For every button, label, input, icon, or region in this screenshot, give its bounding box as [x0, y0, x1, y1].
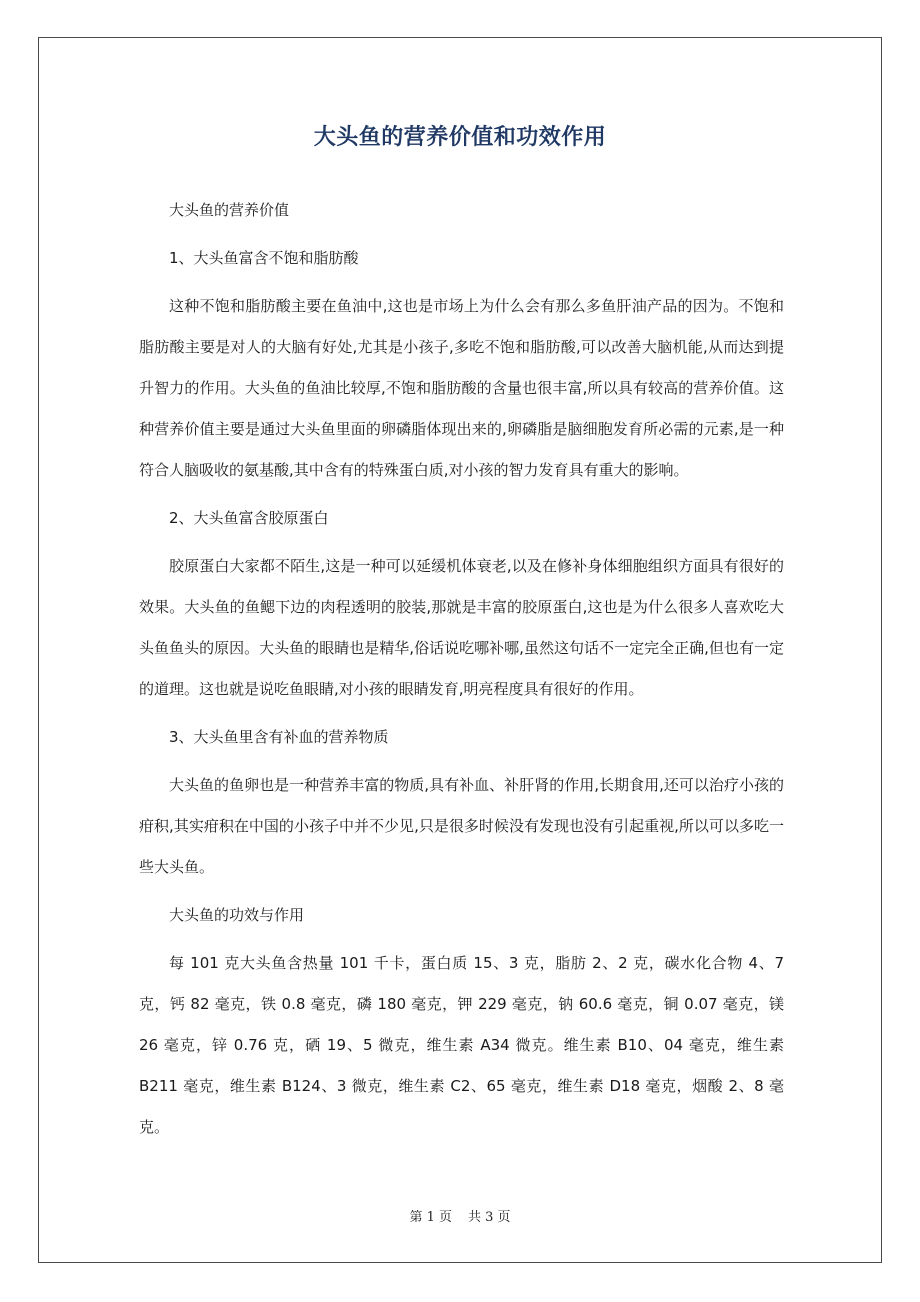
document-body — [139, 190, 784, 1155]
section-heading: 大头鱼的营养价值 — [169, 201, 290, 219]
body-paragraph: 每 101 克大头鱼含热量 101 千卡，蛋白质 15、3 克，脂肪 2、2 克，碳水化合物 4、7 克，钙 82 毫克，铁 0.8 毫克，磷 180 毫克，钾 229 毫克，钠 60.6 毫克，铜 0.07 毫克，镁 26 毫克，锌 0.76 克，硒 19、5 微克，维生素 A34 微克。维生素 B10、04 毫克，维生素 B211 毫克，维生素 B124、3 微克，维生素 C2、65 毫克，维生素 D18 毫克，烟酸 2、8 毫克。 — [139, 954, 784, 1136]
section-heading: 大头鱼的功效与作用 — [169, 906, 305, 924]
page-total: 共 3 页 — [468, 1210, 511, 1225]
page-footer — [0, 1206, 920, 1225]
subsection-heading: 3、大头鱼里含有补血的营养物质 — [169, 728, 389, 746]
body-paragraph: 这种不饱和脂肪酸主要在鱼油中,这也是市场上为什么会有那么多鱼肝油产品的因为。不饱和脂肪酸主要是对人的大脑有好处,尤其是小孩子,多吃不饱和脂肪酸,可以改善大脑机能,从而达到提升智力的作用。大头鱼的鱼油比较厚,不饱和脂肪酸的含量也很丰富,所以具有较高的营养价值。这种营养价值主要是通过大头鱼里面的卵磷脂体现出来的,卵磷脂是脑细胞发育所必需的元素,是一种符合人脑吸收的氨基酸,其中含有的特殊蛋白质,对小孩的智力发育具有重大的影响。 — [139, 297, 784, 479]
subsection-heading: 2、大头鱼富含胶原蛋白 — [169, 509, 329, 527]
body-paragraph: 大头鱼的鱼卵也是一种营养丰富的物质,具有补血、补肝肾的作用,长期食用,还可以治疗小孩的疳积,其实疳积在中国的小孩子中并不少见,只是很多时候没有发现也没有引起重视,所以可以多吃一些大头鱼。 — [139, 776, 784, 876]
body-paragraph: 胶原蛋白大家都不陌生,这是一种可以延缓机体衰老,以及在修补身体细胞组织方面具有很好的效果。大头鱼的鱼鳃下边的肉程透明的胶装,那就是丰富的胶原蛋白,这也是为什么很多人喜欢吃大头鱼鱼头的原因。大头鱼的眼睛也是精华,俗话说吃哪补哪,虽然这句话不一定完全正确,但也有一定的道理。这也就是说吃鱼眼睛,对小孩的眼睛发育,明亮程度具有很好的作用。 — [139, 557, 784, 698]
document-title: 大头鱼的营养价值和功效作用 — [313, 125, 607, 150]
page-number: 第 1 页 — [409, 1210, 452, 1225]
subsection-heading: 1、大头鱼富含不饱和脂肪酸 — [169, 249, 359, 267]
